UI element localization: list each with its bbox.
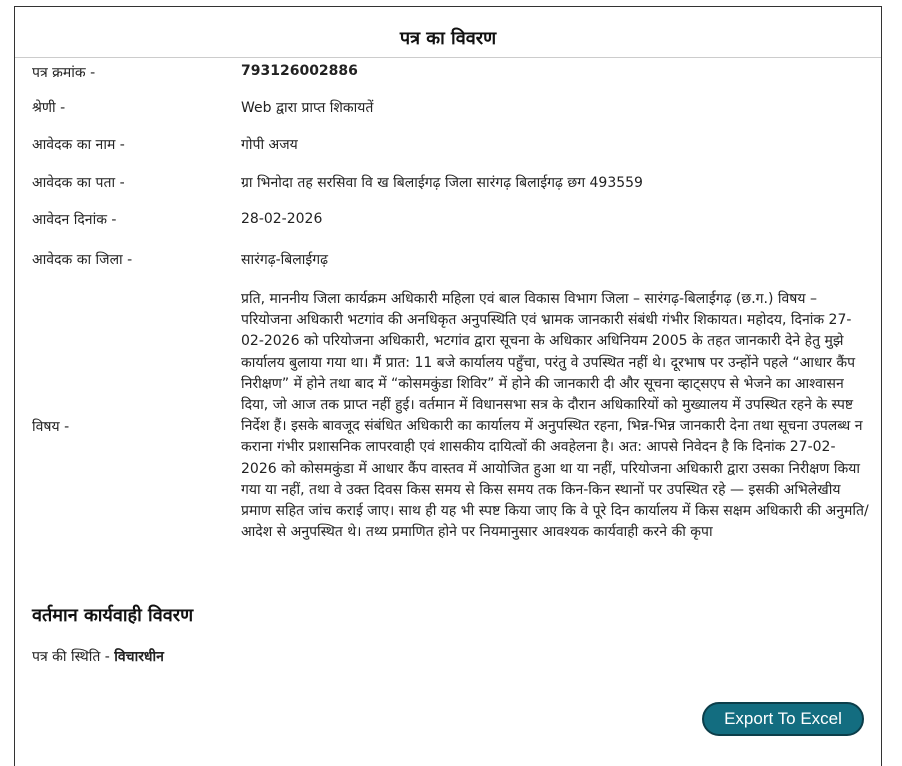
- applicant-district-value: सारंगढ़-बिलाईगढ़: [241, 252, 329, 268]
- current-action-heading: वर्तमान कार्यवाही विवरण: [32, 605, 194, 626]
- letter-status-line: [32, 647, 164, 666]
- panel-title: पत्र का विवरण: [399, 28, 497, 49]
- subject-label: विषय -: [32, 419, 70, 435]
- applicant-address-label: आवेदक का पता -: [32, 175, 125, 191]
- application-date-value: 28-02-2026: [241, 211, 323, 227]
- application-date-label: आवेदन दिनांक -: [32, 212, 117, 228]
- title-divider: [15, 57, 881, 58]
- applicant-district-label: आवेदक का जिला -: [32, 252, 133, 268]
- letter-details-panel: [14, 6, 882, 766]
- applicant-name-value: गोपी अजय: [241, 137, 298, 153]
- letter-status-label: पत्र की स्थिति -: [32, 649, 110, 665]
- export-to-excel-button[interactable]: Export To Excel: [702, 702, 864, 736]
- applicant-name-label: आवेदक का नाम -: [32, 137, 125, 153]
- letter-number-value: 793126002886: [241, 63, 358, 79]
- category-value: Web द्वारा प्राप्त शिकायतें: [241, 100, 374, 116]
- applicant-address-value: ग्रा भिनोदा तह सरसिवा वि ख बिलाईगढ़ जिला सारंगढ़ बिलाईगढ़ छग 493559: [241, 175, 643, 191]
- letter-number-label: पत्र क्रमांक -: [32, 65, 96, 81]
- category-label: श्रेणी -: [32, 100, 66, 116]
- subject-text: प्रति, माननीय जिला कार्यक्रम अधिकारी महिला एवं बाल विकास विभाग जिला – सारंगढ़-बिलाईगढ़ (छ.ग.) विषय – परियोजना अधिकारी भटगांव की अनधिकृत अनुपस्थिति एवं भ्रामक जानकारी संबंधी गंभीर शिकायत। महोदय, दिनांक 27-02-2026 को परियोजना अधिकारी, भटगांव द्वारा सूचना के अधिकार अधिनियम 2005 के तहत जानकारी देने हेतु मुझे कार्यालय बुलाया गया था। मैं प्रात: 11 बजे कार्यालय पहुँचा, परंतु वे उपस्थित नहीं थे। दूरभाष पर उन्होंने पहले “आधार कैंप निरीक्षण” में होने तथा बाद में “कोसमकुंडा शिविर” में होने की जानकारी दी और सूचना व्हाट्सएप से भेजने का आश्वासन दिया, जो आज तक प्राप्त नहीं हुई। वर्तमान में विधानसभा सत्र के दौरान अधिकारियों को मुख्यालय में उपस्थित रहने के स्पष्ट निर्देश हैं। इसके बावजूद संबंधित अधिकारी का कार्यालय में अनुपस्थित रहना, भिन्न-भिन्न जानकारी देना तथा सूचना उपलब्ध न कराना गंभीर प्रशासनिक लापरवाही एवं शासकीय दायित्वों की अवहेलना है। अत: आपसे निवेदन है कि दिनांक 27-02-2026 को कोसमकुंडा में आधार कैंप वास्तव में आयोजित हुआ था या नहीं, परियोजना अधिकारी द्वारा उसका निरीक्षण किया गया या नहीं, तथा वे उक्त दिवस किस समय से किस समय तक किन-किन स्थानों पर उपस्थित रहे — इसकी अभिलेखीय प्रमाण सहित जांच कराई जाए। साथ ही यह भी स्पष्ट किया जाए कि वे पूरे दिन कार्यालय में किस सक्षम अधिकारी की अनुमति/आदेश से अनुपस्थित थे। तथ्य प्रमाणित होने पर नियमानुसार आवश्यक कार्यवाही करने की कृपा: [241, 291, 869, 541]
- letter-status-value: विचारधीन: [114, 649, 164, 665]
